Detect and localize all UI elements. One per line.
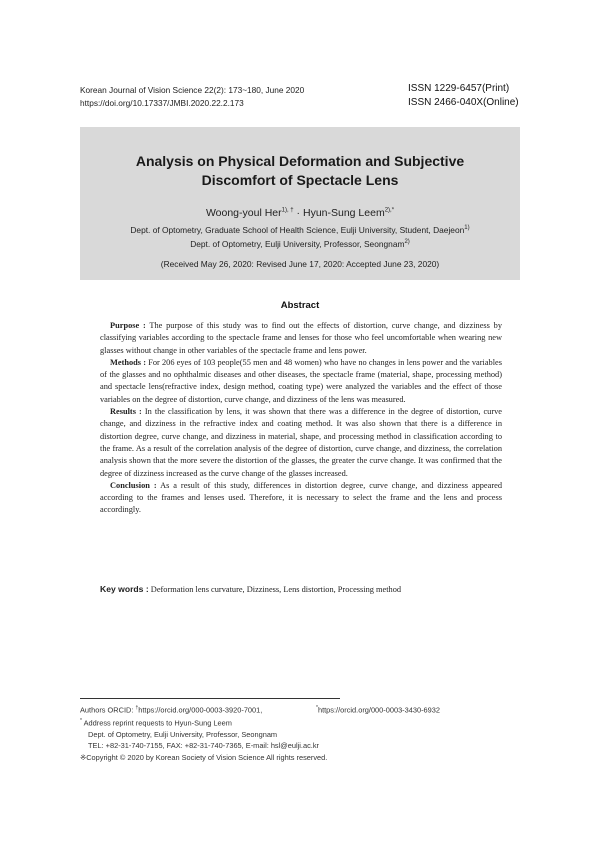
section-text: In the classification by lens, it was shown that there was a difference in the degree of distortion, curve change, and dizziness in the refractive index and coating method. It was also shown that there is a difference in distortion degree, curve change, and dizziness in material, shape, and processing method in classification according to the frame. As a result of the correlation analysis of the degree of distortion, curve change, and dizziness, the correlation analysis shown that the more severe the distortion of the glasses, the greater the curve change. It was confirmed that the degree of dizziness increased as the curve change of the glasses increased. bbox=[100, 407, 502, 478]
orcid-link[interactable]: https://orcid.org/000-0003-3920-7001, bbox=[138, 705, 263, 715]
section-text: As a result of this study, differences in distortion degree, curve change, and dizziness appeared according to the frames and lenses used. Therefore, it is necessary to select the frame and the lens and process accordingly. bbox=[100, 480, 502, 515]
journal-header bbox=[80, 84, 304, 110]
keywords-label: Key words : bbox=[100, 584, 149, 594]
corresponding-dept: Dept. of Optometry, Eulji University, Professor, Seongnam bbox=[88, 729, 278, 739]
reprint-mark: * bbox=[80, 717, 82, 724]
section-label: Methods : bbox=[110, 357, 147, 367]
footnote-divider bbox=[80, 698, 340, 699]
section-text: The purpose of this study was to find out the effects of distortion, curve change, and dizziness by classifying variables according to the spectacle frame and lenses for those who feel uncomfortable when wearing new glasses without change in other variables of the spectacle frame and lens power. bbox=[100, 321, 503, 355]
copyright: ※Copyright © 2020 by Korean Society of Vision Science All rights reserved. bbox=[80, 752, 328, 762]
author-affil-mark: 2),* bbox=[384, 207, 395, 214]
journal-citation: Korean Journal of Vision Science 22(2): 173~180, June 2020 bbox=[80, 85, 305, 95]
title-block bbox=[80, 127, 520, 280]
abstract-results bbox=[100, 406, 502, 480]
orcid-line bbox=[80, 703, 520, 716]
affiliation bbox=[80, 239, 520, 249]
paper-title bbox=[80, 152, 520, 190]
author-separator: · bbox=[293, 207, 303, 219]
keywords-text: Deformation lens curvature, Dizziness, Lens distortion, Processing method bbox=[148, 585, 402, 594]
keywords bbox=[100, 584, 520, 594]
title-line-1: Analysis on Physical Deformation and Subjective bbox=[135, 153, 465, 169]
orcid-mark: † bbox=[135, 705, 139, 711]
title-line-2: Discomfort of Spectacle Lens bbox=[201, 172, 399, 188]
abstract-body bbox=[100, 320, 502, 517]
section-label: Results : bbox=[110, 407, 142, 417]
author-line bbox=[80, 207, 520, 219]
issn-online: ISSN 2466-040X(Online) bbox=[408, 97, 519, 108]
affiliation-mark: 1) bbox=[464, 225, 470, 232]
received-dates: (Received May 26, 2020: Revised June 17, 2020: Accepted June 23, 2020) bbox=[160, 259, 440, 269]
section-text: For 206 eyes of 103 people(55 men and 48 women) who have no changes in lens power and the variables of the glasses and no ophthalmic diseases and other diseases, the spectacle frame (material, shape, processing method) and spectacle lens(refractive index, design method, coating type) were analyzed the variables and the effect of those variables on the degree of distortion, curve change, and dizziness of the lens was measured. bbox=[100, 357, 503, 404]
abstract-conclusion bbox=[100, 480, 502, 517]
affiliation-text: Dept. of Optometry, Graduate School of Health Science, Eulji University, Student, Daejeon bbox=[130, 225, 465, 235]
abstract-methods bbox=[100, 357, 502, 406]
orcid-link[interactable]: https://orcid.org/000-0003-3430-6932 bbox=[317, 705, 440, 715]
issn-block bbox=[408, 82, 519, 110]
reprint-line bbox=[80, 716, 520, 729]
section-label: Conclusion : bbox=[110, 480, 157, 490]
abstract-heading: Abstract bbox=[280, 300, 320, 311]
author-name: Hyun-Sung Leem bbox=[302, 207, 385, 219]
orcid-secondary bbox=[316, 703, 440, 716]
orcid-mark: * bbox=[316, 705, 318, 711]
doi-link[interactable]: https://doi.org/10.17337/JMBI.2020.22.2.173 bbox=[80, 98, 244, 108]
footnotes bbox=[80, 703, 520, 763]
orcid-label: Authors ORCID: bbox=[80, 705, 136, 715]
affiliation-mark: 2) bbox=[404, 239, 410, 246]
author-name: Woong-youl Her bbox=[205, 207, 282, 219]
reprint-text: Address reprint requests to Hyun-Sung Leem bbox=[81, 718, 232, 728]
author-affil-mark: 1), † bbox=[281, 207, 294, 214]
affiliation-text: Dept. of Optometry, Eulji University, Professor, Seongnam bbox=[190, 239, 405, 249]
affiliation bbox=[80, 225, 520, 235]
abstract-purpose bbox=[100, 320, 502, 357]
section-label: Purpose : bbox=[110, 321, 146, 330]
contact-info: TEL: +82-31-740-7155, FAX: +82-31-740-7365, E-mail: hsl@eulji.ac.kr bbox=[88, 741, 319, 751]
issn-print: ISSN 1229-6457(Print) bbox=[408, 83, 510, 94]
